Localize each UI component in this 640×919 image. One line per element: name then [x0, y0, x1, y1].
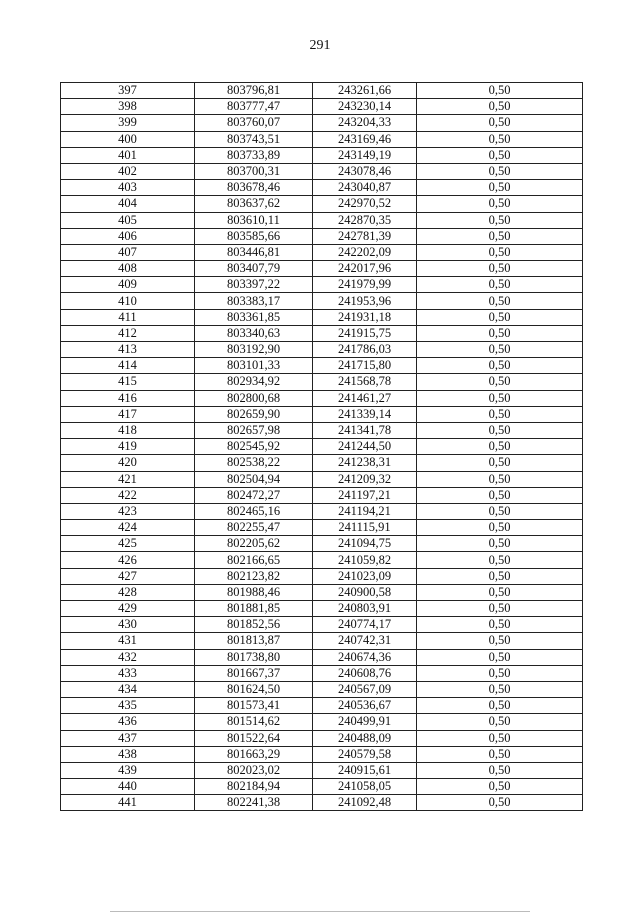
point-number-cell: 431 [61, 633, 195, 649]
point-number-cell: 419 [61, 439, 195, 455]
value-cell: 0,50 [417, 487, 583, 503]
point-number-cell: 436 [61, 714, 195, 730]
y-coordinate-cell: 241094,75 [313, 536, 417, 552]
y-coordinate-cell: 241786,03 [313, 342, 417, 358]
x-coordinate-cell: 803397,22 [195, 277, 313, 293]
x-coordinate-cell: 803760,07 [195, 115, 313, 131]
point-number-cell: 421 [61, 471, 195, 487]
y-coordinate-cell: 241194,21 [313, 503, 417, 519]
value-cell: 0,50 [417, 714, 583, 730]
table-row [61, 358, 583, 374]
table-row [61, 83, 583, 99]
point-number-cell: 412 [61, 325, 195, 341]
y-coordinate-cell: 243078,46 [313, 163, 417, 179]
value-cell: 0,50 [417, 374, 583, 390]
x-coordinate-cell: 803340,63 [195, 325, 313, 341]
y-coordinate-cell: 241931,18 [313, 309, 417, 325]
table-row [61, 536, 583, 552]
point-number-cell: 397 [61, 83, 195, 99]
point-number-cell: 426 [61, 552, 195, 568]
x-coordinate-cell: 801988,46 [195, 584, 313, 600]
point-number-cell: 399 [61, 115, 195, 131]
x-coordinate-cell: 802023,02 [195, 762, 313, 778]
value-cell: 0,50 [417, 244, 583, 260]
point-number-cell: 400 [61, 131, 195, 147]
table-row [61, 228, 583, 244]
table-row [61, 196, 583, 212]
table-row [61, 293, 583, 309]
table-row [61, 633, 583, 649]
value-cell: 0,50 [417, 552, 583, 568]
value-cell: 0,50 [417, 681, 583, 697]
y-coordinate-cell: 240803,91 [313, 601, 417, 617]
y-coordinate-cell: 241568,78 [313, 374, 417, 390]
value-cell: 0,50 [417, 406, 583, 422]
point-number-cell: 435 [61, 698, 195, 714]
value-cell: 0,50 [417, 536, 583, 552]
value-cell: 0,50 [417, 698, 583, 714]
table-row [61, 503, 583, 519]
value-cell: 0,50 [417, 358, 583, 374]
y-coordinate-cell: 243149,19 [313, 147, 417, 163]
point-number-cell: 428 [61, 584, 195, 600]
y-coordinate-cell: 240608,76 [313, 665, 417, 681]
point-number-cell: 425 [61, 536, 195, 552]
value-cell: 0,50 [417, 584, 583, 600]
point-number-cell: 423 [61, 503, 195, 519]
value-cell: 0,50 [417, 293, 583, 309]
x-coordinate-cell: 801522,64 [195, 730, 313, 746]
y-coordinate-cell: 243040,87 [313, 180, 417, 196]
x-coordinate-cell: 802538,22 [195, 455, 313, 471]
x-coordinate-cell: 801514,62 [195, 714, 313, 730]
table-row [61, 762, 583, 778]
point-number-cell: 427 [61, 568, 195, 584]
point-number-cell: 415 [61, 374, 195, 390]
point-number-cell: 416 [61, 390, 195, 406]
x-coordinate-cell: 803446,81 [195, 244, 313, 260]
x-coordinate-cell: 801852,56 [195, 617, 313, 633]
value-cell: 0,50 [417, 212, 583, 228]
value-cell: 0,50 [417, 665, 583, 681]
x-coordinate-cell: 802465,16 [195, 503, 313, 519]
x-coordinate-cell: 803733,89 [195, 147, 313, 163]
point-number-cell: 438 [61, 746, 195, 762]
footer-divider [110, 911, 530, 912]
table-row [61, 325, 583, 341]
point-number-cell: 440 [61, 779, 195, 795]
y-coordinate-cell: 240536,67 [313, 698, 417, 714]
x-coordinate-cell: 803678,46 [195, 180, 313, 196]
value-cell: 0,50 [417, 730, 583, 746]
point-number-cell: 417 [61, 406, 195, 422]
point-number-cell: 429 [61, 601, 195, 617]
point-number-cell: 403 [61, 180, 195, 196]
table-row [61, 471, 583, 487]
y-coordinate-cell: 242017,96 [313, 261, 417, 277]
table-row [61, 180, 583, 196]
value-cell: 0,50 [417, 455, 583, 471]
table-row [61, 601, 583, 617]
value-cell: 0,50 [417, 471, 583, 487]
y-coordinate-cell: 241197,21 [313, 487, 417, 503]
value-cell: 0,50 [417, 309, 583, 325]
y-coordinate-cell: 240579,58 [313, 746, 417, 762]
y-coordinate-cell: 241915,75 [313, 325, 417, 341]
x-coordinate-cell: 801663,29 [195, 746, 313, 762]
x-coordinate-cell: 803777,47 [195, 99, 313, 115]
value-cell: 0,50 [417, 115, 583, 131]
y-coordinate-cell: 241341,78 [313, 422, 417, 438]
y-coordinate-cell: 240900,58 [313, 584, 417, 600]
point-number-cell: 410 [61, 293, 195, 309]
y-coordinate-cell: 241461,27 [313, 390, 417, 406]
table-row [61, 665, 583, 681]
x-coordinate-cell: 802545,92 [195, 439, 313, 455]
value-cell: 0,50 [417, 601, 583, 617]
point-number-cell: 433 [61, 665, 195, 681]
point-number-cell: 398 [61, 99, 195, 115]
point-number-cell: 439 [61, 762, 195, 778]
point-number-cell: 402 [61, 163, 195, 179]
value-cell: 0,50 [417, 180, 583, 196]
y-coordinate-cell: 241715,80 [313, 358, 417, 374]
point-number-cell: 406 [61, 228, 195, 244]
point-number-cell: 413 [61, 342, 195, 358]
value-cell: 0,50 [417, 261, 583, 277]
x-coordinate-cell: 802934,92 [195, 374, 313, 390]
value-cell: 0,50 [417, 131, 583, 147]
y-coordinate-cell: 240567,09 [313, 681, 417, 697]
x-coordinate-cell: 801667,37 [195, 665, 313, 681]
value-cell: 0,50 [417, 99, 583, 115]
table-row [61, 568, 583, 584]
point-number-cell: 422 [61, 487, 195, 503]
table-row [61, 261, 583, 277]
table-row [61, 163, 583, 179]
page-number: 291 [309, 38, 331, 53]
y-coordinate-cell: 241115,91 [313, 520, 417, 536]
value-cell: 0,50 [417, 795, 583, 811]
table-row [61, 390, 583, 406]
table-row [61, 406, 583, 422]
y-coordinate-cell: 240742,31 [313, 633, 417, 649]
table-row [61, 115, 583, 131]
value-cell: 0,50 [417, 762, 583, 778]
x-coordinate-cell: 803585,66 [195, 228, 313, 244]
x-coordinate-cell: 801738,80 [195, 649, 313, 665]
value-cell: 0,50 [417, 277, 583, 293]
x-coordinate-cell: 803192,90 [195, 342, 313, 358]
value-cell: 0,50 [417, 779, 583, 795]
table-row [61, 455, 583, 471]
value-cell: 0,50 [417, 83, 583, 99]
point-number-cell: 401 [61, 147, 195, 163]
x-coordinate-cell: 803610,11 [195, 212, 313, 228]
point-number-cell: 420 [61, 455, 195, 471]
value-cell: 0,50 [417, 228, 583, 244]
y-coordinate-cell: 243169,46 [313, 131, 417, 147]
x-coordinate-cell: 803383,17 [195, 293, 313, 309]
point-number-cell: 441 [61, 795, 195, 811]
table-row [61, 439, 583, 455]
y-coordinate-cell: 241092,48 [313, 795, 417, 811]
value-cell: 0,50 [417, 325, 583, 341]
x-coordinate-cell: 802504,94 [195, 471, 313, 487]
point-number-cell: 409 [61, 277, 195, 293]
x-coordinate-cell: 802800,68 [195, 390, 313, 406]
point-number-cell: 414 [61, 358, 195, 374]
point-number-cell: 424 [61, 520, 195, 536]
x-coordinate-cell: 802184,94 [195, 779, 313, 795]
value-cell: 0,50 [417, 196, 583, 212]
y-coordinate-cell: 241339,14 [313, 406, 417, 422]
x-coordinate-cell: 802472,27 [195, 487, 313, 503]
value-cell: 0,50 [417, 503, 583, 519]
y-coordinate-cell: 240674,36 [313, 649, 417, 665]
table-row [61, 212, 583, 228]
table-row [61, 584, 583, 600]
point-number-cell: 404 [61, 196, 195, 212]
x-coordinate-cell: 802241,38 [195, 795, 313, 811]
y-coordinate-cell: 241238,31 [313, 455, 417, 471]
value-cell: 0,50 [417, 746, 583, 762]
x-coordinate-cell: 801573,41 [195, 698, 313, 714]
y-coordinate-cell: 242970,52 [313, 196, 417, 212]
y-coordinate-cell: 241059,82 [313, 552, 417, 568]
table-row [61, 422, 583, 438]
y-coordinate-cell: 242781,39 [313, 228, 417, 244]
table-row [61, 795, 583, 811]
value-cell: 0,50 [417, 568, 583, 584]
point-number-cell: 405 [61, 212, 195, 228]
table-row [61, 131, 583, 147]
x-coordinate-cell: 801881,85 [195, 601, 313, 617]
x-coordinate-cell: 803743,51 [195, 131, 313, 147]
y-coordinate-cell: 241244,50 [313, 439, 417, 455]
x-coordinate-cell: 803361,85 [195, 309, 313, 325]
table-row [61, 147, 583, 163]
table-row [61, 277, 583, 293]
table-row [61, 617, 583, 633]
y-coordinate-cell: 241209,32 [313, 471, 417, 487]
y-coordinate-cell: 243230,14 [313, 99, 417, 115]
value-cell: 0,50 [417, 439, 583, 455]
value-cell: 0,50 [417, 390, 583, 406]
y-coordinate-cell: 242870,35 [313, 212, 417, 228]
x-coordinate-cell: 803637,62 [195, 196, 313, 212]
table-row [61, 244, 583, 260]
y-coordinate-cell: 241953,96 [313, 293, 417, 309]
point-number-cell: 408 [61, 261, 195, 277]
x-coordinate-cell: 801813,87 [195, 633, 313, 649]
y-coordinate-cell: 240499,91 [313, 714, 417, 730]
y-coordinate-cell: 241979,99 [313, 277, 417, 293]
table-row [61, 520, 583, 536]
point-number-cell: 437 [61, 730, 195, 746]
y-coordinate-cell: 241023,09 [313, 568, 417, 584]
point-number-cell: 434 [61, 681, 195, 697]
value-cell: 0,50 [417, 147, 583, 163]
coordinates-table [60, 82, 583, 811]
table-row [61, 309, 583, 325]
point-number-cell: 418 [61, 422, 195, 438]
x-coordinate-cell: 803796,81 [195, 83, 313, 99]
x-coordinate-cell: 802659,90 [195, 406, 313, 422]
table-row [61, 99, 583, 115]
table-row [61, 698, 583, 714]
table-row [61, 374, 583, 390]
value-cell: 0,50 [417, 649, 583, 665]
table-row [61, 714, 583, 730]
y-coordinate-cell: 241058,05 [313, 779, 417, 795]
point-number-cell: 430 [61, 617, 195, 633]
point-number-cell: 432 [61, 649, 195, 665]
table-row [61, 487, 583, 503]
value-cell: 0,50 [417, 633, 583, 649]
y-coordinate-cell: 240488,09 [313, 730, 417, 746]
x-coordinate-cell: 802205,62 [195, 536, 313, 552]
point-number-cell: 407 [61, 244, 195, 260]
value-cell: 0,50 [417, 520, 583, 536]
table-row [61, 746, 583, 762]
value-cell: 0,50 [417, 422, 583, 438]
table-row [61, 342, 583, 358]
y-coordinate-cell: 242202,09 [313, 244, 417, 260]
value-cell: 0,50 [417, 342, 583, 358]
y-coordinate-cell: 240774,17 [313, 617, 417, 633]
x-coordinate-cell: 801624,50 [195, 681, 313, 697]
table-row [61, 552, 583, 568]
y-coordinate-cell: 240915,61 [313, 762, 417, 778]
x-coordinate-cell: 803700,31 [195, 163, 313, 179]
x-coordinate-cell: 802166,65 [195, 552, 313, 568]
table-row [61, 730, 583, 746]
y-coordinate-cell: 243261,66 [313, 83, 417, 99]
value-cell: 0,50 [417, 617, 583, 633]
table-row [61, 681, 583, 697]
x-coordinate-cell: 803101,33 [195, 358, 313, 374]
y-coordinate-cell: 243204,33 [313, 115, 417, 131]
x-coordinate-cell: 803407,79 [195, 261, 313, 277]
point-number-cell: 411 [61, 309, 195, 325]
x-coordinate-cell: 802255,47 [195, 520, 313, 536]
table-body [61, 83, 583, 811]
table-row [61, 649, 583, 665]
value-cell: 0,50 [417, 163, 583, 179]
x-coordinate-cell: 802123,82 [195, 568, 313, 584]
x-coordinate-cell: 802657,98 [195, 422, 313, 438]
table-row [61, 779, 583, 795]
